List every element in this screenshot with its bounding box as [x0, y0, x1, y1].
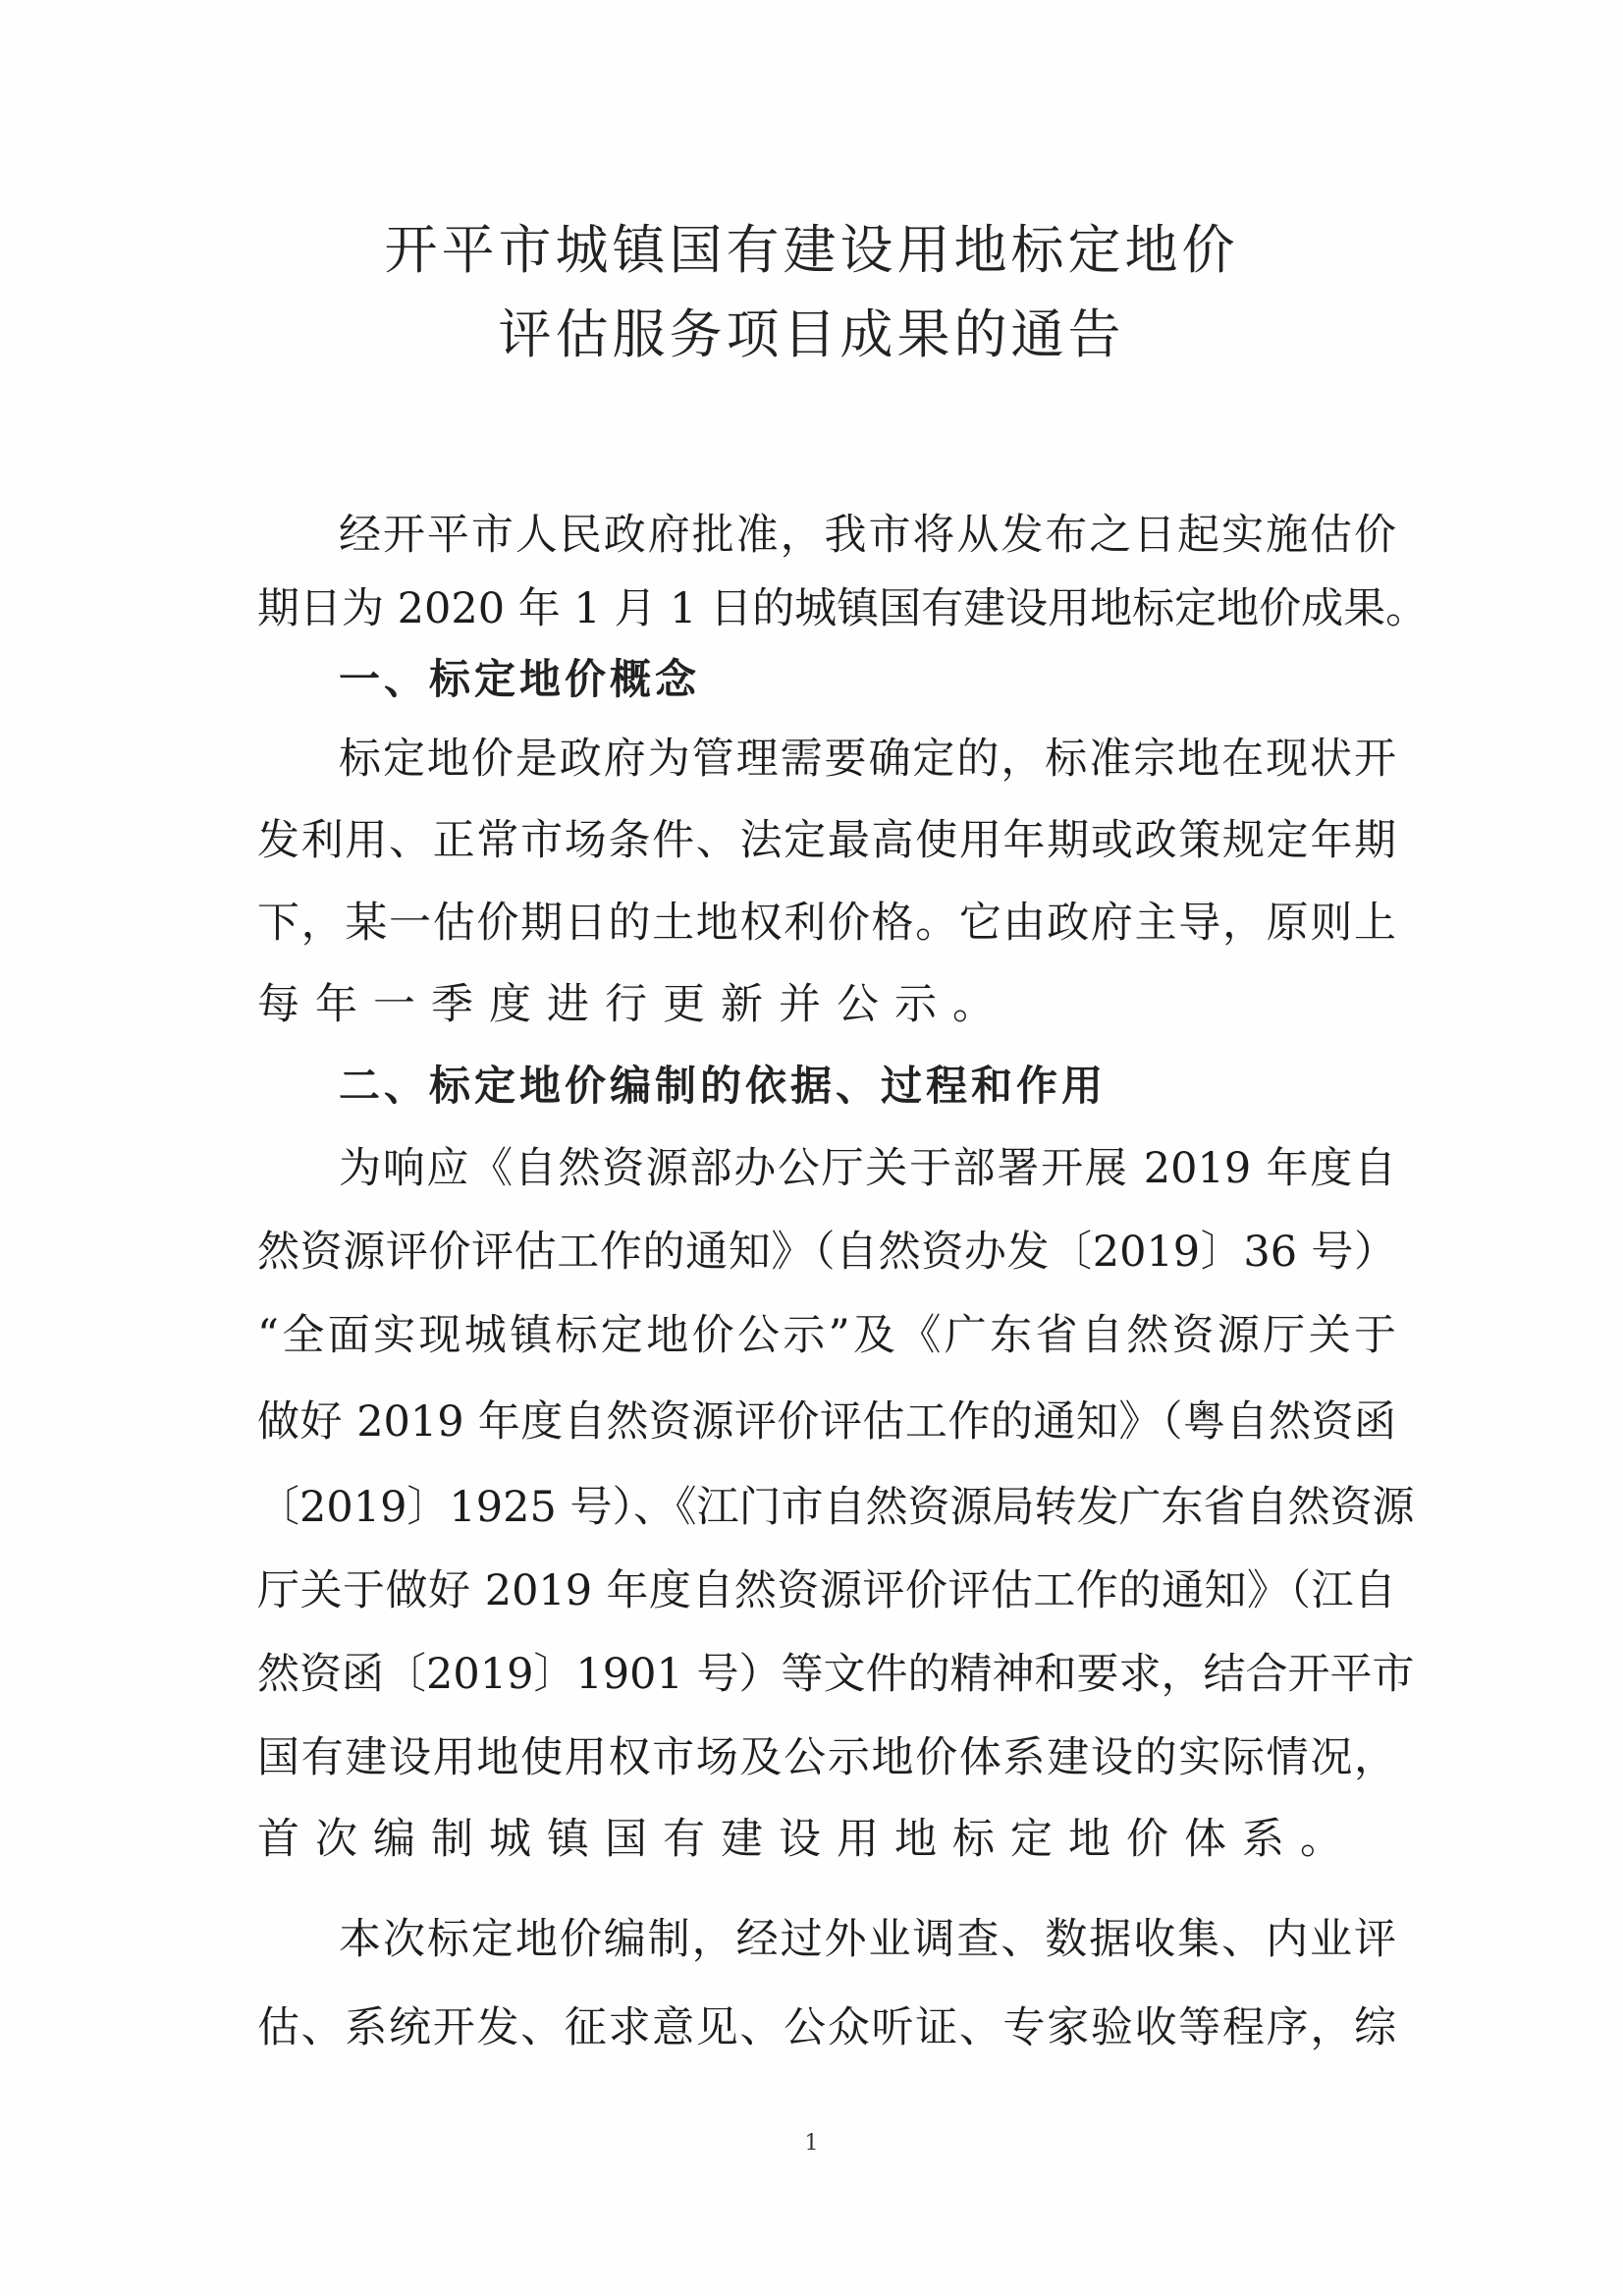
- section-2-p2-line-1: 本次标定地价编制，经过外业调查、数据收集、内业评: [339, 1915, 1396, 1964]
- section-2-p1-line-8: 国有建设用地使用权市场及公示地价体系建设的实际情况，: [257, 1733, 1396, 1782]
- document-title-line-2: 评估服务项目成果的通告: [498, 303, 1125, 365]
- section-1-line-1: 标定地价是政府为管理需要确定的，标准宗地在现状开: [339, 735, 1396, 784]
- section-2-p1-line-2: 然资源评价评估工作的通知》（自然资办发〔2019〕36 号）: [257, 1228, 1396, 1277]
- section-1-line-2: 发利用、正常市场条件、法定最高使用年期或政策规定年期: [257, 816, 1396, 865]
- intro-line-1: 经开平市人民政府批准，我市将从发布之日起实施估价: [339, 511, 1396, 560]
- section-1-line-3: 下，某一估价期日的土地权利价格。它由政府主导，原则上: [257, 899, 1396, 948]
- section-2-p1-line-3: “全面实现城镇标定地价公示”及《广东省自然资源厅关于: [257, 1311, 1396, 1360]
- section-2-p1-line-9: 首次编制城镇国有建设用地标定地价体系。: [257, 1815, 1358, 1864]
- section-2-p1-line-6: 厅关于做好 2019 年度自然资源评价评估工作的通知》（江自: [257, 1566, 1396, 1615]
- section-2-p1-line-4: 做好 2019 年度自然资源评价评估工作的通知》（粤自然资函: [257, 1397, 1396, 1447]
- section-1-line-4: 每年一季度进行更新并公示。: [257, 980, 1010, 1029]
- page-number: 1: [804, 2131, 819, 2156]
- section-2-p1-line-1: 为响应《自然资源部办公厅关于部署开展 2019 年度自: [339, 1144, 1396, 1193]
- section-1-heading: 一、标定地价概念: [339, 655, 701, 703]
- section-2-p1-line-5: 〔2019〕1925 号）、《江门市自然资源局转发广东省自然资源: [257, 1483, 1415, 1532]
- document-title-line-1: 开平市城镇国有建设用地标定地价: [384, 219, 1239, 281]
- section-2-p2-line-2: 估、系统开发、征求意见、公众听证、专家验收等程序，综: [257, 2003, 1396, 2052]
- section-2-p1-line-7: 然资函〔2019〕1901 号）等文件的精神和要求，结合开平市: [257, 1650, 1415, 1699]
- section-2-heading: 二、标定地价编制的依据、过程和作用: [339, 1062, 1108, 1110]
- intro-line-2: 期日为 2020 年 1 月 1 日的城镇国有建设用地标定地价成果。: [257, 584, 1429, 633]
